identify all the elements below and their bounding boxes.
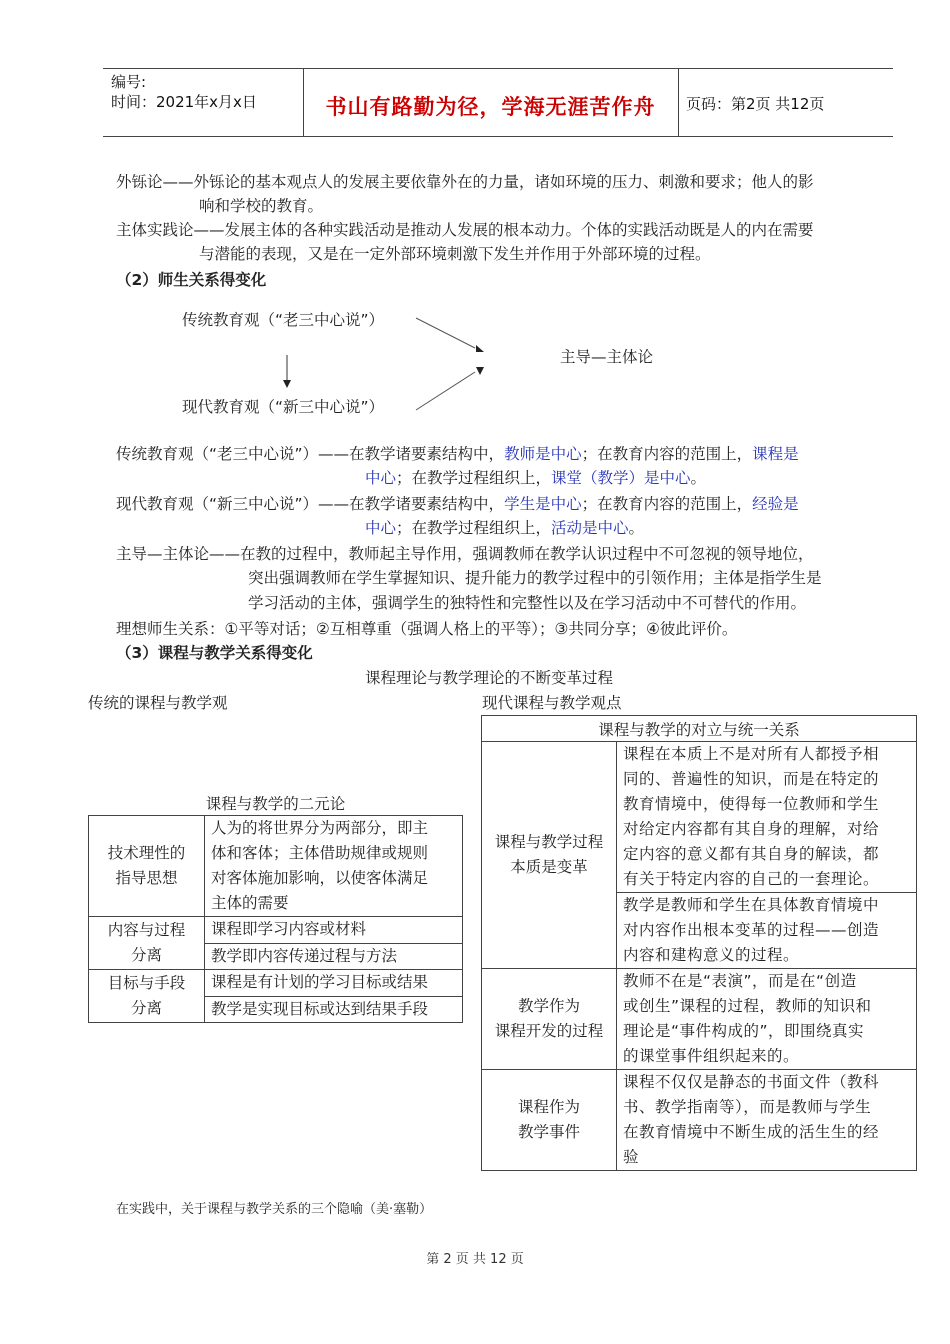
zhudao-line-3: 学习活动的主体，强调学生的独特性和完整性以及在学习活动中不可替代的作用。 bbox=[248, 594, 807, 612]
left-table-caption: 课程与教学的二元论 bbox=[205, 795, 346, 813]
table-cell-text: 人为的将世界分为两部分，即主 体和客体；主体借助规律或规则 对客体施加影响，以使客体满足 主体的需要 bbox=[205, 816, 463, 917]
right-title: 现代课程与教学观点 bbox=[482, 694, 622, 712]
diagram-result: 主导—主体论 bbox=[560, 348, 654, 366]
page-footer: 第 2 页 共 12 页 bbox=[426, 1252, 524, 1267]
trad-highlight-teacher: 教师是中心 bbox=[504, 445, 582, 463]
down-arrow-icon bbox=[283, 380, 291, 388]
diagram-modern: 现代教育观（“新三中心说”） bbox=[182, 398, 385, 416]
table-cell-label: 目标与手段 分离 bbox=[89, 970, 205, 1023]
unity-table-header: 课程与教学的对立与统一关系 bbox=[482, 716, 917, 742]
table-cell-text: 课程是有计划的学习目标或结果 bbox=[205, 970, 463, 997]
table-cell-label: 内容与过程 分离 bbox=[89, 917, 205, 970]
converge-line-top bbox=[416, 318, 475, 348]
up-arrow-icon bbox=[476, 345, 484, 352]
table-cell-label: 教学作为 课程开发的过程 bbox=[482, 969, 617, 1070]
table-cell-text: 教学是实现目标或达到结果手段 bbox=[205, 996, 463, 1023]
table-cell-text: 课程在本质上不是对所有人都授予相 同的、普遍性的知识，而是在特定的 教育情境中，使得每一位教师和学生 对给定内容都有其自身的理解，对给 定内容的意义都有其自身的解读，都 有关于特定内容的自己的一套理论。 bbox=[617, 742, 917, 893]
dualism-table bbox=[88, 815, 463, 1023]
course-title: 课程理论与教学理论的不断变革过程 bbox=[365, 669, 614, 687]
number-label: 编号: bbox=[111, 73, 147, 91]
down-triangle-icon bbox=[476, 367, 484, 375]
table-cell-text: 教学是教师和学生在具体教育情境中 对内容作出根本变革的过程——创造 内容和建构意义的过程。 bbox=[617, 893, 917, 969]
table-cell-text: 课程不仅仅是静态的书面文件（教科 书、教学指南等），而是教师与学生 在教育情境中不断生成的活生生的经 验 bbox=[617, 1070, 917, 1171]
table-cell-label: 课程作为 教学事件 bbox=[482, 1070, 617, 1171]
zhuti-line-2: 与潜能的表现，又是在一定外部环境刺激下发生并作用于外部环境的过程。 bbox=[199, 245, 711, 263]
zhudao-line-2: 突出强调教师在学生掌握知识、提升能力的教学过程中的引领作用；主体是指学生是 bbox=[248, 569, 822, 587]
header-motto-cell bbox=[303, 69, 679, 136]
mod-highlight-activity: 活动是中心 bbox=[551, 519, 629, 537]
trad-view-line-1: 传统教育观（“老三中心说”）——在教学诸要素结构中，教师是中心；在教育内容的范围上，课程是 bbox=[116, 445, 799, 463]
ideal-relation: 理想师生关系：①平等对话；②互相尊重（强调人格上的平等）；③共同分享；④彼此评价。 bbox=[116, 620, 738, 638]
mod-view-line-1: 现代教育观（“新三中心说”）——在教学诸要素结构中，学生是中心；在教育内容的范围上，经验是 bbox=[116, 495, 799, 513]
heading-2: （2）师生关系得变化 bbox=[116, 271, 267, 289]
page-indicator: 页码：第2页 共12页 bbox=[686, 95, 825, 113]
diagram-arrows bbox=[270, 310, 500, 420]
header-meta-cell bbox=[103, 69, 304, 136]
mod-view-line-2: 中心；在教学过程组织上，活动是中心。 bbox=[365, 519, 645, 537]
table-cell-label: 课程与教学过程 本质是变革 bbox=[482, 742, 617, 969]
waishuo-line-2: 响和学校的教育。 bbox=[199, 197, 324, 215]
converge-line-bottom bbox=[416, 372, 475, 410]
diagram-traditional: 传统教育观（“老三中心说”） bbox=[182, 311, 385, 329]
mod-highlight-student: 学生是中心 bbox=[504, 495, 582, 513]
left-title: 传统的课程与教学观 bbox=[88, 694, 228, 712]
unity-table bbox=[481, 715, 917, 1171]
table-cell-text: 课程即学习内容或材料 bbox=[205, 917, 463, 944]
table-cell-text: 教学即内容传递过程与方法 bbox=[205, 943, 463, 970]
date-text: 时间：2021年x月x日 bbox=[111, 93, 257, 111]
motto: 书山有路勤为径，学海无涯苦作舟 bbox=[325, 94, 656, 119]
header-page-cell bbox=[678, 69, 893, 136]
waishuo-line-1: 外铄论——外铄论的基本观点人的发展主要依靠外在的力量，诸如环境的压力、刺激和要求；他人的影 bbox=[116, 173, 814, 191]
page-header bbox=[103, 68, 893, 137]
zhudao-line-1: 主导—主体论——在教的过程中，教师起主导作用，强调教师在教学认识过程中不可忽视的领导地位， bbox=[116, 545, 814, 563]
zhuti-line-1: 主体实践论——发展主体的各种实践活动是推动人发展的根本动力。个体的实践活动既是人的内在需要 bbox=[116, 221, 814, 239]
heading-3: （3）课程与教学关系得变化 bbox=[116, 644, 313, 662]
metaphor-line: 在实践中，关于课程与教学关系的三个隐喻（美·塞勒） bbox=[116, 1202, 433, 1217]
trad-view-line-2: 中心；在教学过程组织上，课堂（教学）是中心。 bbox=[365, 469, 707, 487]
table-cell-label: 技术理性的 指导思想 bbox=[89, 816, 205, 917]
table-cell-text: 教师不在是“表演”，而是在“创造 或创生”课程的过程，教师的知识和 理论是“事件构成的”，即围绕真实 的课堂事件组织起来的。 bbox=[617, 969, 917, 1070]
trad-highlight-class: 课堂（教学）是中心 bbox=[551, 469, 691, 487]
